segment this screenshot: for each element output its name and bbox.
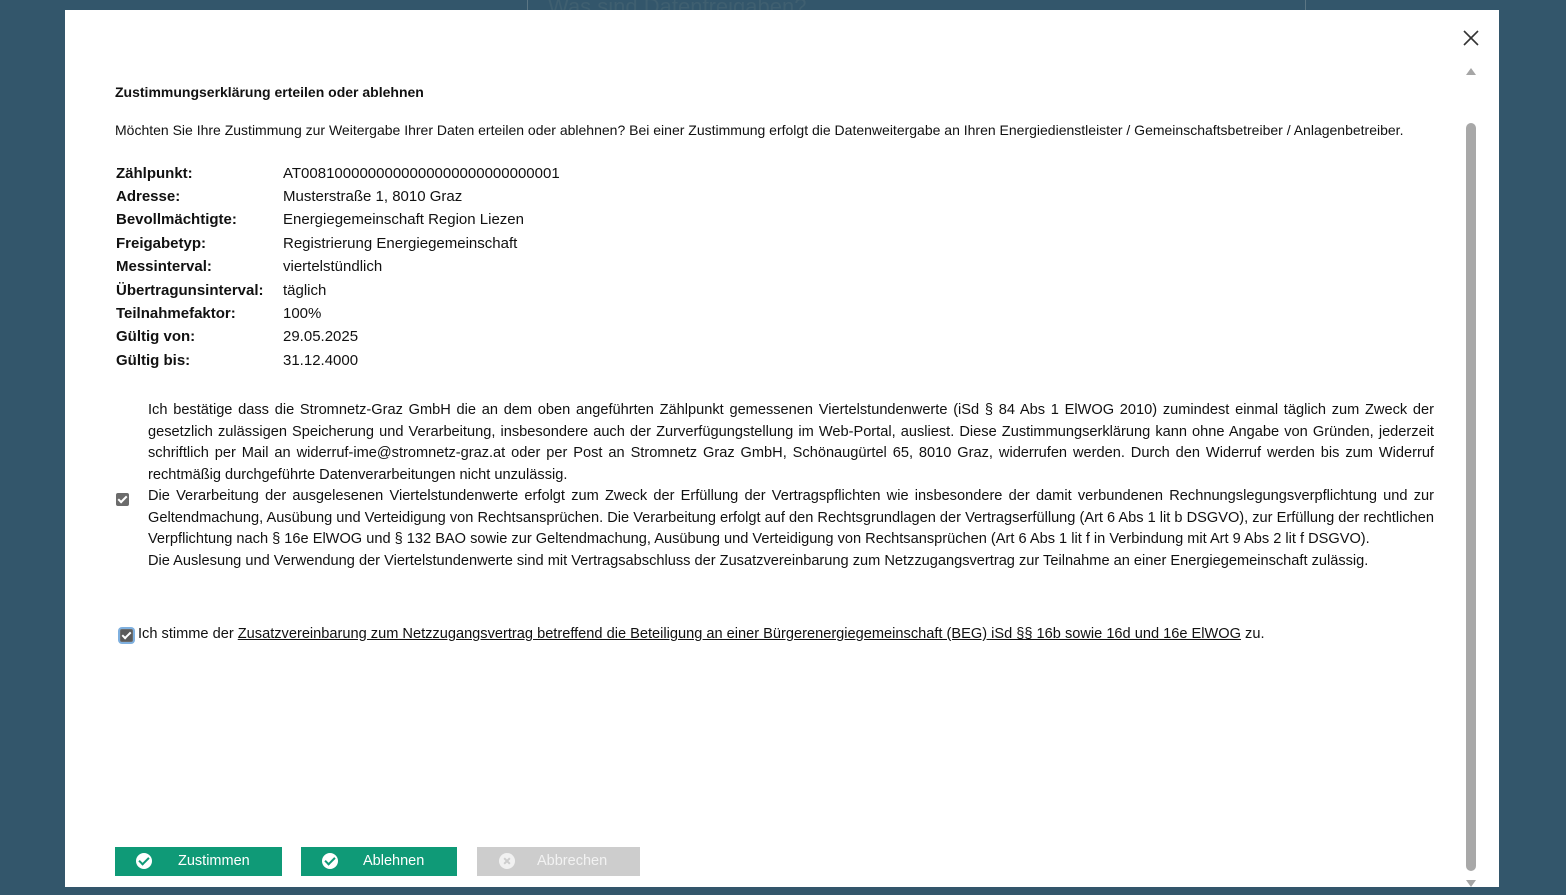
check-circle-icon	[322, 853, 338, 869]
details-value: Musterstraße 1, 8010 Graz	[283, 188, 463, 206]
consent-dialog	[65, 10, 1499, 887]
details-label: Messinterval:	[116, 258, 212, 276]
details-row	[116, 162, 560, 185]
accept-button[interactable]	[115, 847, 282, 876]
agreement-prefix: Ich stimme der	[138, 626, 238, 642]
details-value: 31.12.4000	[283, 351, 359, 369]
details-label: Bevollmächtigte:	[116, 211, 237, 229]
details-value: AT0081000000000000000000000000001	[283, 164, 560, 182]
check-circle-icon	[136, 853, 152, 869]
details-value: viertelstündlich	[283, 258, 383, 276]
consent-paragraph: Die Verarbeitung der ausgelesenen Viertelstundenwerte erfolgt zum Zweck der Erfüllung der Vertragspflichten wie insbesondere der damit verbundenen Rechnungslegungsverpflichtung und zur Geltendmachung, Ausübung und Verteidigung von Rechtsansprüchen. Die Verarbeitung erfolgt auf den Rechtsgrundlagen der Vertragserfüllung (Art 6 Abs 1 lit b DSGVO), zur Erfüllung der rechtlichen Verpflichtung nach § 16e ElWOG und § 132 BAO sowie zur Geltendmachung, Ausübung und Verteidigung von Rechtsansprüchen (Art 6 Abs 1 lit f in Verbindung mit Art 9 Abs 2 lit f DSGVO).	[148, 488, 1434, 547]
dialog-intro-text: Möchten Sie Ihre Zustimmung zur Weitergabe Ihrer Daten erteilen oder ablehnen? Bei einer Zustimmung erfolgt die Datenweitergabe an Ihren Energiedienstleister / Gemeinschaftsbetreiber / Anlagenbetreiber.	[115, 122, 1404, 138]
agreement-suffix: zu.	[1240, 626, 1265, 642]
consent-paragraph: Ich bestätige dass die Stromnetz-Graz GmbH die an dem oben angeführten Zählpunkt gemessenen Viertelstundenwerte (iSd § 84 Abs 1 ElWOG 2010) zumindest einmal täglich zum Zweck der gesetzlich zulässigen Speicherung und Verarbeitung, insbesondere auch der Zurverfügungstellung im Web-Portal, ausliest. Diese Zustimmungserklärung kann ohne Angabe von Gründen, jederzeit schriftlich per Mail an widerruf-ime@stromnetz-graz.at oder per Post an Stromnetz Graz GmbH, Schönaugürtel 65, 8010 Graz, widerrufen werden. Durch den Widerruf werden bis zum Widerruf rechtmäßig durchgeführte Datenverarbeitungen nicht unzulässig.	[148, 402, 1434, 483]
accept-button-label: Zustimmen	[178, 853, 250, 869]
cancel-button[interactable]	[477, 847, 640, 876]
scroll-down-arrow-icon[interactable]	[1466, 880, 1476, 887]
details-label: Adresse:	[116, 188, 181, 206]
details-value: Registrierung Energiegemeinschaft	[283, 234, 518, 252]
details-label: Übertragunsinterval:	[116, 281, 264, 299]
details-value: Energiegemeinschaft Region Liezen	[283, 211, 524, 229]
cancel-button-label: Abbrechen	[537, 853, 608, 869]
scroll-up-arrow-icon[interactable]	[1466, 68, 1476, 75]
agreement-text	[138, 626, 1265, 642]
details-label: Gültig von:	[116, 328, 196, 346]
consent-paragraph: Die Auslesung und Verwendung der Viertelstundenwerte sind mit Vertragsabschluss der Zusatzvereinbarung zum Netzzugangsvertrag zur Teilnahme an einer Energiegemeinschaft zulässig.	[148, 552, 1369, 569]
data-processing-consent-checkbox[interactable]	[116, 493, 129, 506]
close-icon-graphic	[1459, 26, 1483, 50]
details-label: Freigabetyp:	[116, 234, 207, 252]
reject-button-label: Ablehnen	[363, 853, 425, 869]
details-row	[116, 349, 560, 372]
close-icon[interactable]	[1459, 26, 1483, 50]
details-row	[116, 302, 560, 325]
details-row	[116, 256, 560, 279]
details-table	[116, 162, 560, 373]
details-label: Gültig bis:	[116, 351, 191, 369]
details-row	[116, 185, 560, 208]
scrollbar-thumb[interactable]	[1466, 123, 1476, 871]
agreement-document-link[interactable]: Zusatzvereinbarung zum Netzzugangsvertrag betreffend die Beteiligung an einer Bürgerenergiegemeinschaft (BEG) iSd §§ 16b sowie 16d und 16e ElWOG	[237, 626, 1241, 642]
reject-button[interactable]	[301, 847, 457, 876]
details-value: täglich	[283, 281, 327, 299]
details-value: 100%	[283, 305, 322, 323]
details-row	[116, 209, 560, 232]
details-label: Zählpunkt:	[116, 164, 193, 182]
x-circle-icon	[499, 853, 515, 869]
details-label: Teilnahmefaktor:	[116, 305, 236, 323]
dialog-scrollbar[interactable]	[1463, 65, 1479, 887]
details-row	[116, 326, 560, 349]
data-processing-consent-text	[148, 400, 1434, 572]
details-row	[116, 279, 560, 302]
dialog-heading: Zustimmungserklärung erteilen oder ablehnen	[115, 84, 424, 100]
agreement-checkbox[interactable]	[120, 629, 133, 642]
details-value: 29.05.2025	[283, 328, 359, 346]
details-row	[116, 232, 560, 255]
